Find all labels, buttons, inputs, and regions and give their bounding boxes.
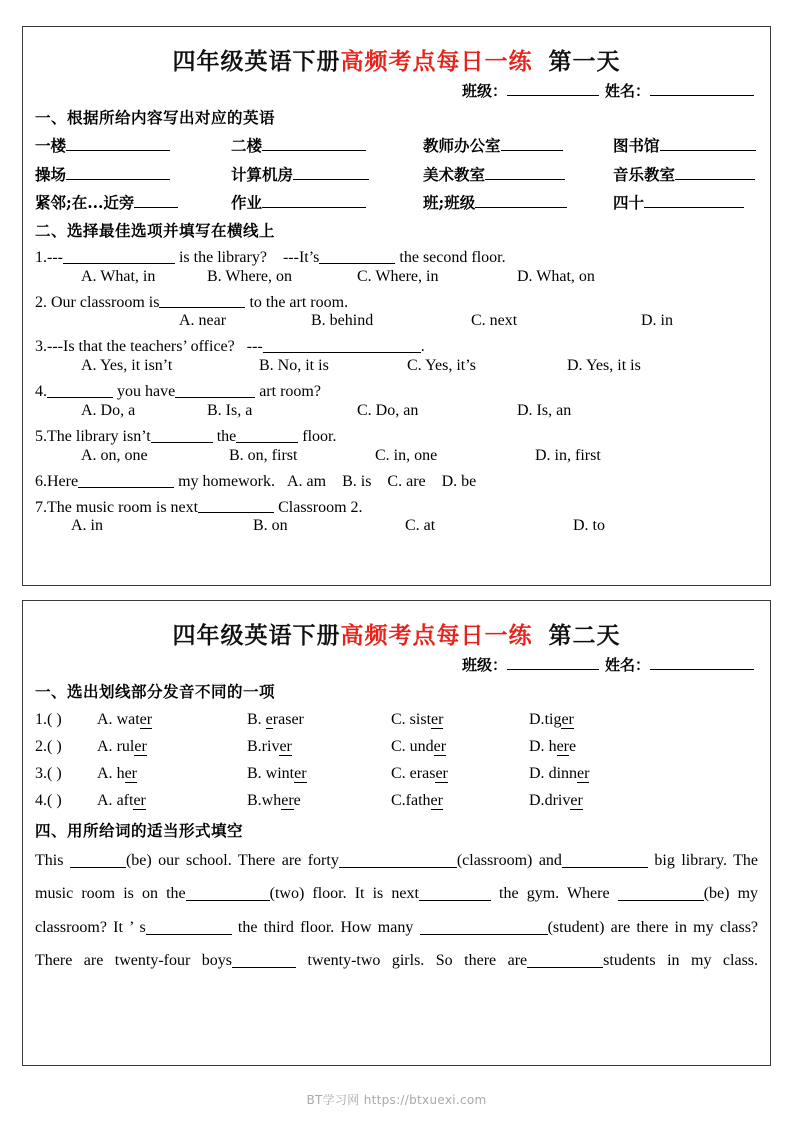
- vocab-label: 图书馆: [613, 136, 660, 156]
- option-b[interactable]: B. on: [253, 517, 288, 535]
- pron-option-b[interactable]: B. winter: [247, 765, 307, 782]
- vocab-label: 四十: [613, 192, 645, 212]
- option-c[interactable]: C. in, one: [375, 446, 438, 464]
- vocab-label: 二楼: [231, 136, 263, 156]
- question-6-number: 6.: [35, 472, 47, 490]
- underlined-part: er: [281, 792, 294, 809]
- vocab-label: 一楼: [35, 136, 67, 156]
- option-c[interactable]: C. Yes, it’s: [407, 357, 476, 375]
- cloze-text: (classroom) and: [456, 852, 562, 869]
- underlined-part: er: [294, 765, 307, 782]
- vocab-item: [423, 162, 613, 184]
- day-one-title-red: 高频考点每日一练: [340, 48, 533, 75]
- question-3-stem: [35, 335, 758, 356]
- question-7-options: [35, 517, 758, 535]
- question-3-number: 3.---: [35, 338, 63, 356]
- option-d[interactable]: D. Yes, it is: [567, 357, 641, 375]
- underlined-part: er: [556, 738, 569, 755]
- question-3-options: [35, 357, 758, 375]
- question-6-stem: [35, 470, 758, 491]
- question-5-text-mid: the: [216, 427, 237, 445]
- vocab-blank[interactable]: [66, 134, 170, 151]
- question-2-number: 2.: [35, 293, 47, 311]
- name-label: 姓名：: [604, 656, 650, 674]
- question-7-number: 7.: [35, 498, 47, 516]
- pron-option-d[interactable]: D. dinner: [529, 765, 590, 782]
- vocab-blank[interactable]: [675, 162, 755, 179]
- pron-option-a[interactable]: A. after: [97, 792, 146, 809]
- underlined-part: e: [265, 711, 273, 728]
- underlined-part: er: [279, 738, 292, 755]
- watermark-url: https://btxuexi.com: [363, 1093, 487, 1107]
- vocab-item: [423, 191, 613, 213]
- question-6-text-b: my homework.: [178, 472, 275, 490]
- option-d[interactable]: D. What, on: [517, 267, 595, 285]
- question-5-number: 5.: [35, 427, 47, 445]
- name-label: 姓名：: [604, 82, 650, 100]
- day-two-section4-heading: 四、用所给词的适当形式填空: [35, 821, 244, 840]
- cloze-text: This: [35, 852, 64, 869]
- question-6-blank[interactable]: [78, 470, 174, 488]
- option-c[interactable]: C. at: [405, 517, 436, 535]
- pron-option-d[interactable]: D. here: [529, 738, 577, 755]
- question-4-blank-2[interactable]: [175, 380, 255, 398]
- day-two-title: [35, 617, 758, 650]
- pron-option-c[interactable]: C.father: [391, 792, 443, 809]
- day-one-title-day: 第一天: [548, 48, 621, 75]
- pron-option-c[interactable]: C. eraser: [391, 765, 448, 782]
- cloze-blank-7[interactable]: [146, 917, 232, 935]
- pron-option-b[interactable]: B.river: [247, 738, 292, 755]
- row-number[interactable]: 2.( ): [35, 738, 62, 755]
- vocab-blank[interactable]: [660, 134, 756, 151]
- cloze-text: (two) floor. It is next: [269, 885, 419, 903]
- name-input-blank[interactable]: [650, 80, 754, 96]
- option-b[interactable]: B. on, first: [229, 446, 298, 464]
- underlined-part: er: [431, 711, 444, 728]
- cloze-text: (be) our school. There are forty: [125, 852, 339, 869]
- pron-option-a[interactable]: A. her: [97, 765, 137, 782]
- vocab-label: 紧邻;在...近旁: [35, 192, 135, 212]
- option-a[interactable]: A. Yes, it isn’t: [81, 357, 173, 375]
- vocab-blank[interactable]: [485, 162, 565, 179]
- underlined-part: er: [435, 765, 448, 782]
- pron-option-c[interactable]: C. sister: [391, 711, 444, 728]
- vocab-row: [35, 134, 758, 156]
- vocab-label: 班;班级: [423, 192, 476, 212]
- pron-option-d[interactable]: D.driver: [529, 792, 583, 809]
- option-d[interactable]: D. to: [573, 517, 605, 535]
- question-1-options: [35, 268, 758, 286]
- vocab-blank[interactable]: [644, 191, 744, 208]
- cloze-text: students in my class.: [603, 951, 759, 969]
- vocab-blank[interactable]: [501, 134, 563, 151]
- option-a[interactable]: A. on, one: [81, 446, 148, 464]
- option-b[interactable]: B. Where, on: [207, 267, 293, 285]
- question-7-blank[interactable]: [198, 496, 274, 514]
- option-b[interactable]: B. No, it is: [259, 357, 329, 375]
- cloze-blank-4[interactable]: [186, 883, 270, 901]
- row-number[interactable]: 1.( ): [35, 711, 62, 728]
- pron-option-b[interactable]: B. eraser: [247, 711, 304, 728]
- question-5-blank-1[interactable]: [151, 425, 213, 443]
- question-1-stem: [35, 246, 758, 267]
- vocab-item: [231, 191, 423, 213]
- question-1-text-a: is the library?: [178, 248, 267, 266]
- day-two-title-red: 高频考点每日一练: [340, 622, 533, 649]
- question-7-stem: [35, 496, 758, 517]
- option-a[interactable]: A. in: [71, 517, 103, 535]
- question-7-text-b: Classroom 2.: [278, 498, 363, 516]
- cloze-text: the gym. Where: [499, 885, 610, 903]
- cloze-blank-5[interactable]: [419, 883, 491, 901]
- vocab-blank[interactable]: [475, 191, 567, 208]
- day-one-section1-heading: 一、根据所给内容写出对应的英语: [35, 108, 276, 127]
- pron-option-b[interactable]: B.where: [247, 792, 301, 809]
- question-1-blank-1[interactable]: [63, 246, 175, 264]
- underlined-part: er: [433, 738, 447, 755]
- vocab-label: 美术教室: [423, 164, 486, 184]
- question-2-text-b: to the art room.: [249, 293, 349, 311]
- cloze-text: big library. The music room is on the: [35, 852, 759, 903]
- question-6-text-a: Here: [47, 472, 79, 490]
- vocab-item: [35, 162, 231, 184]
- vocab-label: 计算机房: [231, 164, 294, 184]
- option-c[interactable]: C. are: [387, 472, 426, 490]
- vocab-label: 教师办公室: [423, 136, 501, 156]
- vocab-item: [613, 134, 756, 156]
- day-two-title-prefix: 四年级英语下册: [172, 622, 341, 649]
- vocab-blank[interactable]: [262, 191, 366, 208]
- vocab-row: [35, 162, 758, 184]
- option-c[interactable]: C. next: [471, 312, 518, 330]
- vocab-blank[interactable]: [66, 162, 170, 179]
- vocab-item: [423, 134, 613, 156]
- question-5-text-b: floor.: [302, 427, 337, 445]
- day-one-title: [35, 43, 758, 76]
- watermark-site: BT学习网: [306, 1093, 360, 1107]
- question-2-options: [35, 312, 758, 330]
- vocab-label: 作业: [231, 192, 263, 212]
- question-4-text-a: you have: [117, 382, 176, 400]
- underlined-part: er: [577, 765, 590, 782]
- option-a[interactable]: A. am: [286, 472, 327, 490]
- pron-option-c[interactable]: C. under: [391, 738, 447, 755]
- vocab-item: [613, 162, 755, 184]
- cloze-blank-3[interactable]: [562, 850, 648, 868]
- question-2-text-a: Our classroom is: [51, 293, 160, 311]
- question-1-number: 1.---: [35, 248, 63, 266]
- vocab-item: [613, 191, 744, 213]
- question-4-text-b: art room?: [259, 382, 321, 400]
- pronunciation-row: [35, 765, 758, 783]
- cloze-blank-9[interactable]: [232, 950, 296, 968]
- row-number[interactable]: 4.( ): [35, 792, 62, 809]
- question-1-text-b: the second floor.: [399, 248, 506, 266]
- option-d[interactable]: D. in: [641, 312, 673, 330]
- underlined-part: er: [430, 792, 443, 809]
- underlined-part: er: [561, 711, 574, 728]
- vocab-item: [35, 134, 231, 156]
- question-5-stem: [35, 425, 758, 446]
- question-4-options: [35, 402, 758, 420]
- vocab-row: [35, 191, 758, 213]
- day-one-section2-heading: 二、选择最佳选项并填写在横线上: [35, 220, 276, 240]
- question-3-text-mid: ---: [246, 338, 263, 356]
- day-two-title-day: 第二天: [548, 622, 621, 649]
- question-3-text-b: .: [420, 338, 425, 356]
- cloze-blank-1[interactable]: [70, 850, 126, 868]
- row-number[interactable]: 3.( ): [35, 765, 62, 782]
- question-1-blank-2[interactable]: [319, 246, 395, 264]
- underlined-part: er: [139, 711, 153, 728]
- class-input-blank[interactable]: [507, 654, 599, 670]
- pron-option-a[interactable]: A. water: [97, 711, 153, 728]
- cloze-text: twenty-two girls. So there are: [307, 951, 528, 969]
- option-c[interactable]: C. Do, an: [357, 401, 419, 419]
- day-two-section1-heading: 一、选出划线部分发音不同的一项: [35, 682, 276, 701]
- cloze-text: the third floor. How many: [237, 918, 414, 936]
- underlined-part: er: [133, 792, 146, 809]
- question-1-text-mid: ---It’s: [282, 248, 320, 266]
- underlined-part: er: [570, 792, 583, 809]
- class-label: 班级：: [461, 82, 507, 100]
- option-a[interactable]: A. What, in: [81, 267, 156, 285]
- option-b[interactable]: B. behind: [311, 312, 374, 330]
- day-one-id-line: [35, 80, 754, 101]
- vocab-label: 操场: [35, 164, 67, 184]
- question-4-number: 4.: [35, 382, 47, 400]
- option-d[interactable]: D. Is, an: [517, 401, 572, 419]
- pron-option-a[interactable]: A. ruler: [97, 738, 147, 755]
- vocab-item: [231, 162, 423, 184]
- pronunciation-row: [35, 738, 758, 756]
- cloze-blank-6[interactable]: [618, 883, 704, 901]
- question-4-blank-1[interactable]: [47, 380, 113, 398]
- vocab-blank[interactable]: [134, 191, 178, 208]
- question-3-text-a: Is that the teachers’ office?: [62, 338, 235, 356]
- vocab-label: 音乐教室: [613, 164, 676, 184]
- option-a[interactable]: A. Do, a: [81, 401, 136, 419]
- pronunciation-row: [35, 792, 758, 810]
- vocab-blank[interactable]: [293, 162, 369, 179]
- cloze-blank-10[interactable]: [527, 950, 603, 968]
- question-5-text-a: The library isn’t: [47, 427, 151, 445]
- question-5-options: [35, 447, 758, 465]
- question-3-blank[interactable]: [263, 335, 421, 353]
- option-b[interactable]: B. is: [342, 472, 372, 490]
- cloze-blank-2[interactable]: [339, 850, 457, 868]
- option-b[interactable]: B. Is, a: [207, 401, 253, 419]
- class-label: 班级：: [461, 656, 507, 674]
- vocab-item: [35, 191, 231, 213]
- day-one-title-prefix: 四年级英语下册: [172, 48, 341, 75]
- day-two-id-line: [35, 654, 754, 675]
- question-7-text-a: The music room is next: [47, 498, 199, 516]
- option-d[interactable]: D. in, first: [535, 446, 601, 464]
- worksheet-day-one: [22, 26, 771, 586]
- cloze-text: (be) my classroom? It ’ s: [35, 885, 759, 936]
- vocab-item: [231, 134, 423, 156]
- cloze-text: (student) are there in my class? There are twenty-four boys: [35, 918, 759, 969]
- pronunciation-row: [35, 711, 758, 729]
- name-input-blank[interactable]: [650, 654, 754, 670]
- pron-option-d[interactable]: D.tiger: [529, 711, 574, 728]
- cloze-paragraph: [35, 844, 758, 977]
- option-c[interactable]: C. Where, in: [357, 267, 439, 285]
- option-a[interactable]: A. near: [179, 312, 227, 330]
- question-5-blank-2[interactable]: [236, 425, 298, 443]
- underlined-part: er: [134, 738, 147, 755]
- class-input-blank[interactable]: [507, 80, 599, 96]
- option-d[interactable]: D. be: [441, 472, 477, 490]
- question-2-stem: [35, 291, 758, 312]
- question-2-blank[interactable]: [159, 291, 245, 309]
- vocab-blank[interactable]: [262, 134, 366, 151]
- question-4-stem: [35, 380, 758, 401]
- worksheet-day-two: [22, 600, 771, 1066]
- underlined-part: er: [124, 765, 137, 782]
- watermark: [0, 1091, 793, 1108]
- cloze-blank-8[interactable]: [420, 917, 548, 935]
